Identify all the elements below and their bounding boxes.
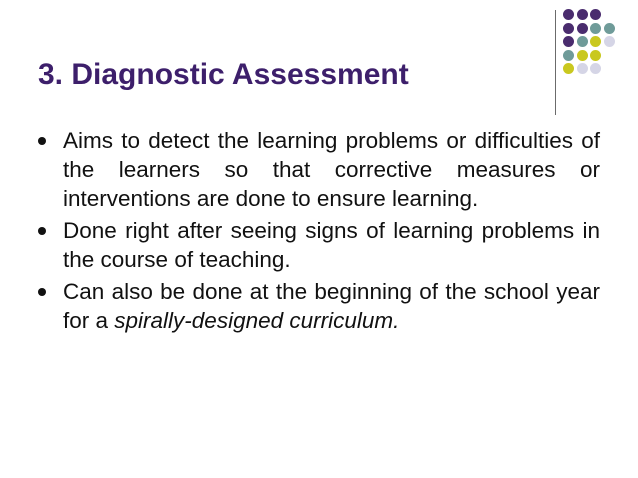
bullet-list [38, 126, 600, 338]
decorative-dot [604, 23, 615, 34]
decorative-dot [590, 50, 601, 61]
vertical-divider [555, 10, 556, 115]
bullet-text: Aims to detect the learning problems or difficulties of the learners so that corrective measures or interventions are done to ensure learning. [63, 128, 600, 211]
decorative-dot [577, 23, 588, 34]
bullet-text-italic: spirally-designed curriculum. [114, 308, 400, 333]
decorative-dot [590, 63, 601, 74]
decorative-dot [590, 23, 601, 34]
decorative-dot [577, 63, 588, 74]
decorative-dot [590, 36, 601, 47]
decorative-dot [563, 50, 574, 61]
decorative-dot [563, 63, 574, 74]
bullet-dot-icon [38, 288, 46, 296]
bullet-text [63, 277, 600, 335]
bullet-item [38, 277, 600, 335]
bullet-text-regular: Can also be done at the beginning of the school year for a [63, 279, 600, 333]
decorative-dot [590, 9, 601, 20]
bullet-dot-icon [38, 137, 46, 145]
decorative-dot [563, 36, 574, 47]
decorative-dot [577, 36, 588, 47]
decorative-dot [604, 36, 615, 47]
decorative-dot [577, 9, 588, 20]
decorative-dot [577, 50, 588, 61]
bullet-item [38, 126, 600, 213]
bullet-text: Done right after seeing signs of learning problems in the course of teaching. [63, 218, 600, 272]
decorative-dot [563, 9, 574, 20]
slide-title: 3. Diagnostic Assessment [38, 58, 409, 91]
decorative-dot [563, 23, 574, 34]
bullet-dot-icon [38, 227, 46, 235]
bullet-item [38, 216, 600, 274]
